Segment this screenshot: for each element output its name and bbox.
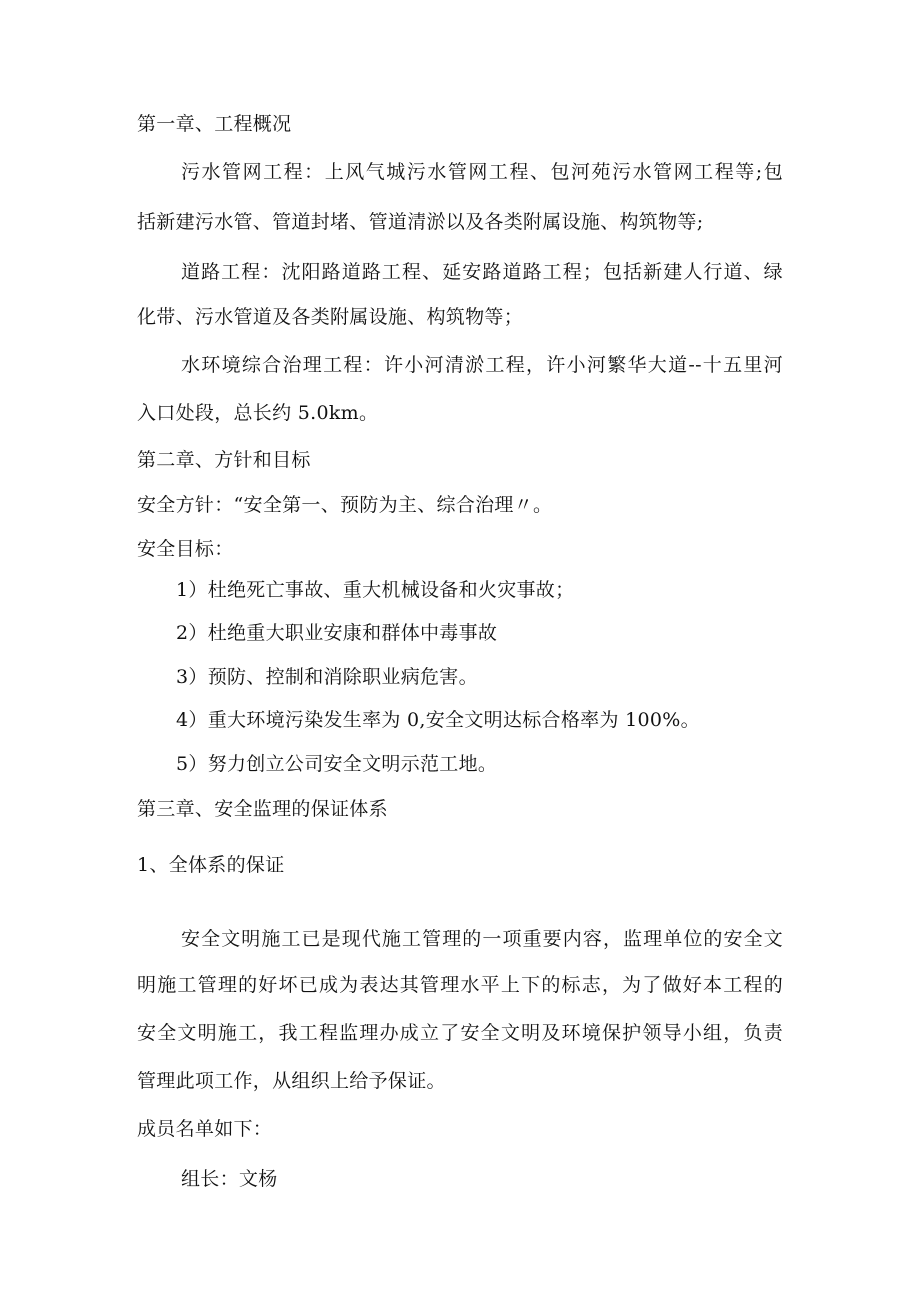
chapter3-title: 第三章、安全监理的保证体系 bbox=[137, 798, 388, 820]
chapter3-para-line4: 管理此项工作，从组织上给予保证。 bbox=[137, 1070, 446, 1092]
chapter1-para2-line2: 化带、污水管道及各类附属设施、构筑物等； bbox=[137, 306, 524, 328]
group-leader: 组长：文杨 bbox=[181, 1168, 278, 1190]
chapter1-para2-line1: 道路工程：沈阳路道路工程、延安路道路工程；包括新建人行道、绿 bbox=[181, 261, 783, 283]
members-label: 成员名单如下： bbox=[137, 1118, 273, 1140]
chapter1-title: 第一章、工程概况 bbox=[137, 113, 292, 135]
chapter1-para3-line2: 入口处段，总长约 5.0km。 bbox=[137, 402, 379, 424]
chapter1-para1-line2: 括新建污水管、管道封堵、管道清淤以及各类附属设施、构筑物等; bbox=[137, 211, 704, 233]
chapter2-title: 第二章、方针和目标 bbox=[137, 449, 311, 471]
chapter1-para1-line1: 污水管网工程：上风气城污水管网工程、包河苑污水管网工程等;包 bbox=[181, 161, 783, 183]
safety-goals-label: 安全目标： bbox=[137, 538, 234, 560]
section1-title: 1、全体系的保证 bbox=[137, 854, 285, 876]
safety-goal-item: 1）杜绝死亡事故、重大机械设备和火灾事故； bbox=[176, 579, 575, 601]
safety-goal-item: 3）预防、控制和消除职业病危害。 bbox=[176, 666, 478, 688]
chapter3-para-line1: 安全文明施工已是现代施工管理的一项重要内容，监理单位的安全文 bbox=[181, 928, 783, 950]
safety-goal-item: 2）杜绝重大职业安康和群体中毒事故 bbox=[176, 622, 498, 644]
safety-goal-item: 4）重大环境污染发生率为 0,安全文明达标合格率为 100%。 bbox=[176, 709, 700, 731]
safety-policy: 安全方针：“安全第一、预防为主、综合治理〃。 bbox=[137, 494, 553, 516]
chapter1-para3-line1: 水环境综合治理工程：许小河清淤工程，许小河繁华大道--十五里河 bbox=[181, 354, 783, 376]
chapter3-para-line3: 安全文明施工，我工程监理办成立了安全文明及环境保护领导小组，负责 bbox=[137, 1022, 783, 1044]
chapter3-para-line2: 明施工管理的好坏已成为表达其管理水平上下的标志，为了做好本工程的 bbox=[137, 974, 783, 996]
safety-goal-item: 5）努力创立公司安全文明示范工地。 bbox=[176, 753, 498, 775]
